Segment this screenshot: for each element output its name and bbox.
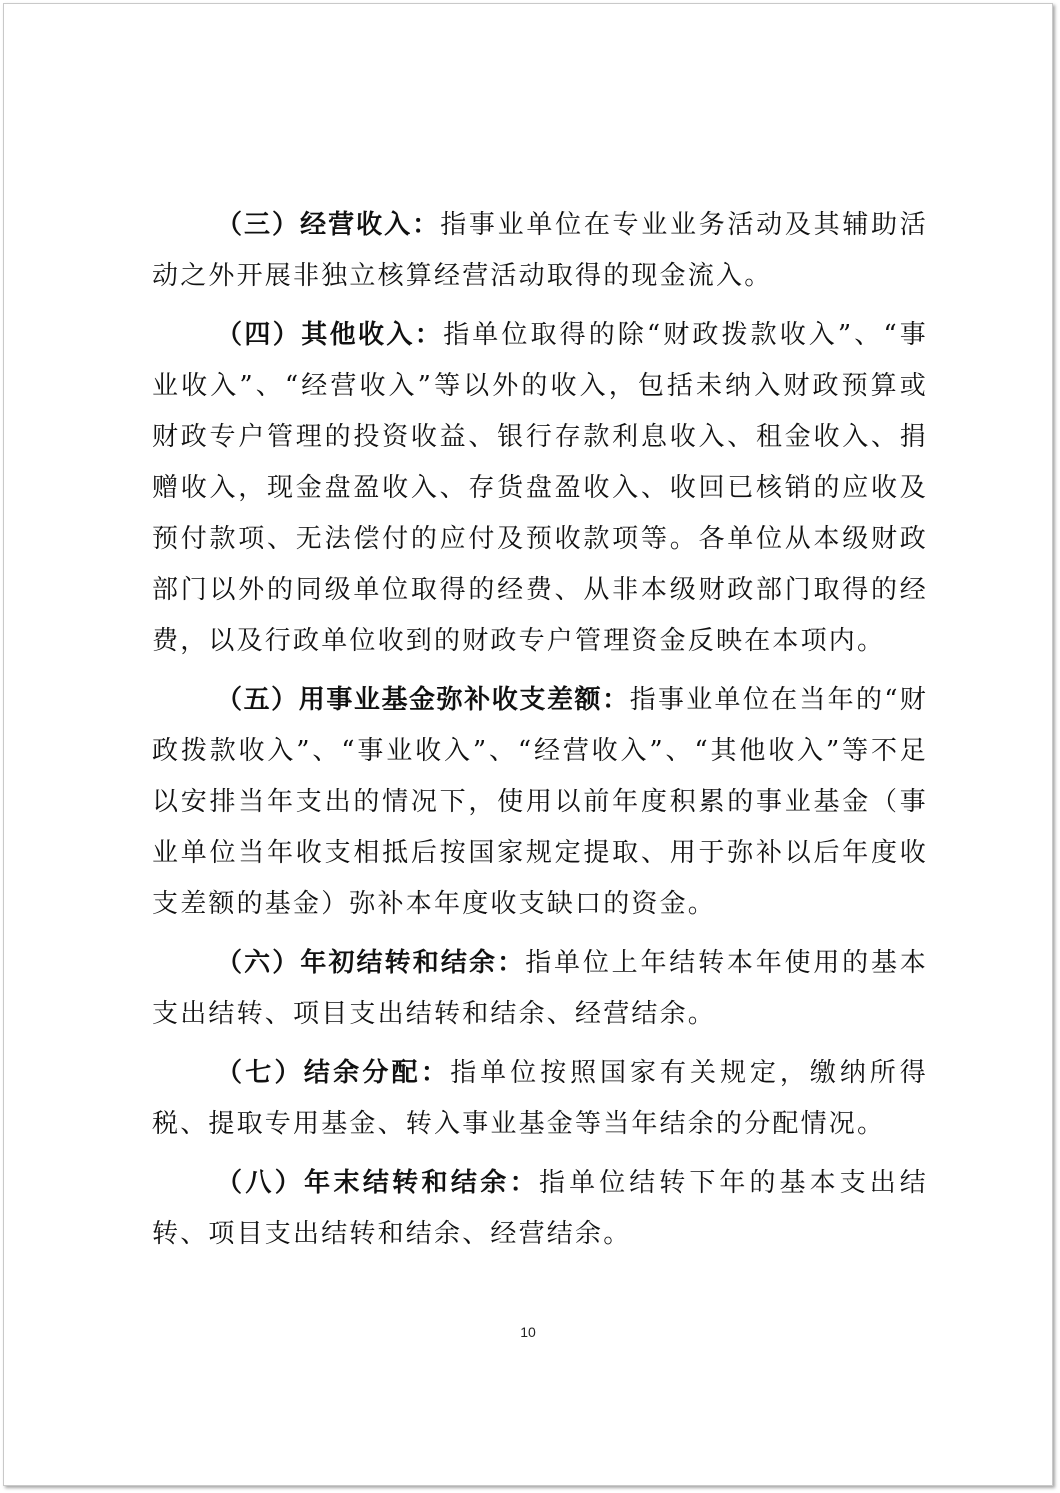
paragraph-heading: （七）结余分配： bbox=[216, 1058, 451, 1088]
document-page bbox=[3, 3, 1053, 1486]
paragraph-heading: （三）经营收入： bbox=[216, 210, 441, 240]
paragraph-closing-carryover bbox=[152, 1158, 928, 1260]
paragraph-heading: （五）用事业基金弥补收支差额： bbox=[216, 685, 630, 715]
paragraph-text: 指事业单位在专业业务活动及其辅助活动之外开展非独立核算经营活动取得的现金流入。 bbox=[152, 210, 928, 291]
paragraph-heading: （八）年末结转和结余： bbox=[216, 1168, 540, 1198]
paragraph-operating-income bbox=[152, 200, 928, 302]
paragraph-text: 指事业单位在当年的“财政拨款收入”、“事业收入”、“经营收入”、“其他收入”等不足以安排当年支出的情况下，使用以前年度积累的事业基金（事业单位当年收支相抵后按国家规定提取、用于弥补以后年度收支差额的基金）弥补本年度收支缺口的资金。 bbox=[152, 685, 928, 919]
paragraph-heading: （四）其他收入： bbox=[216, 320, 444, 350]
document-body bbox=[152, 200, 928, 1268]
paragraph-opening-carryover bbox=[152, 938, 928, 1040]
paragraph-text: 指单位取得的除“财政拨款收入”、“事业收入”、“经营收入”等以外的收入，包括未纳入财政预算或财政专户管理的投资收益、银行存款利息收入、租金收入、捐赠收入，现金盘盈收入、存货盘盈收入、收回已核销的应收及预付款项、无法偿付的应付及预收款项等。各单位从本级财政部门以外的同级单位取得的经费、从非本级财政部门取得的经费，以及行政单位收到的财政专户管理资金反映在本项内。 bbox=[152, 320, 928, 656]
paragraph-text: 指单位按照国家有关规定，缴纳所得税、提取专用基金、转入事业基金等当年结余的分配情况。 bbox=[152, 1058, 928, 1139]
paragraph-text: 指单位结转下年的基本支出结转、项目支出结转和结余、经营结余。 bbox=[152, 1168, 928, 1249]
paragraph-other-income bbox=[152, 310, 928, 667]
paragraph-heading: （六）年初结转和结余： bbox=[216, 948, 526, 978]
paragraph-text: 指单位上年结转本年使用的基本支出结转、项目支出结转和结余、经营结余。 bbox=[152, 948, 928, 1029]
paragraph-surplus-distribution bbox=[152, 1048, 928, 1150]
page-number: 10 bbox=[520, 1324, 536, 1340]
paragraph-business-fund-offset bbox=[152, 675, 928, 930]
